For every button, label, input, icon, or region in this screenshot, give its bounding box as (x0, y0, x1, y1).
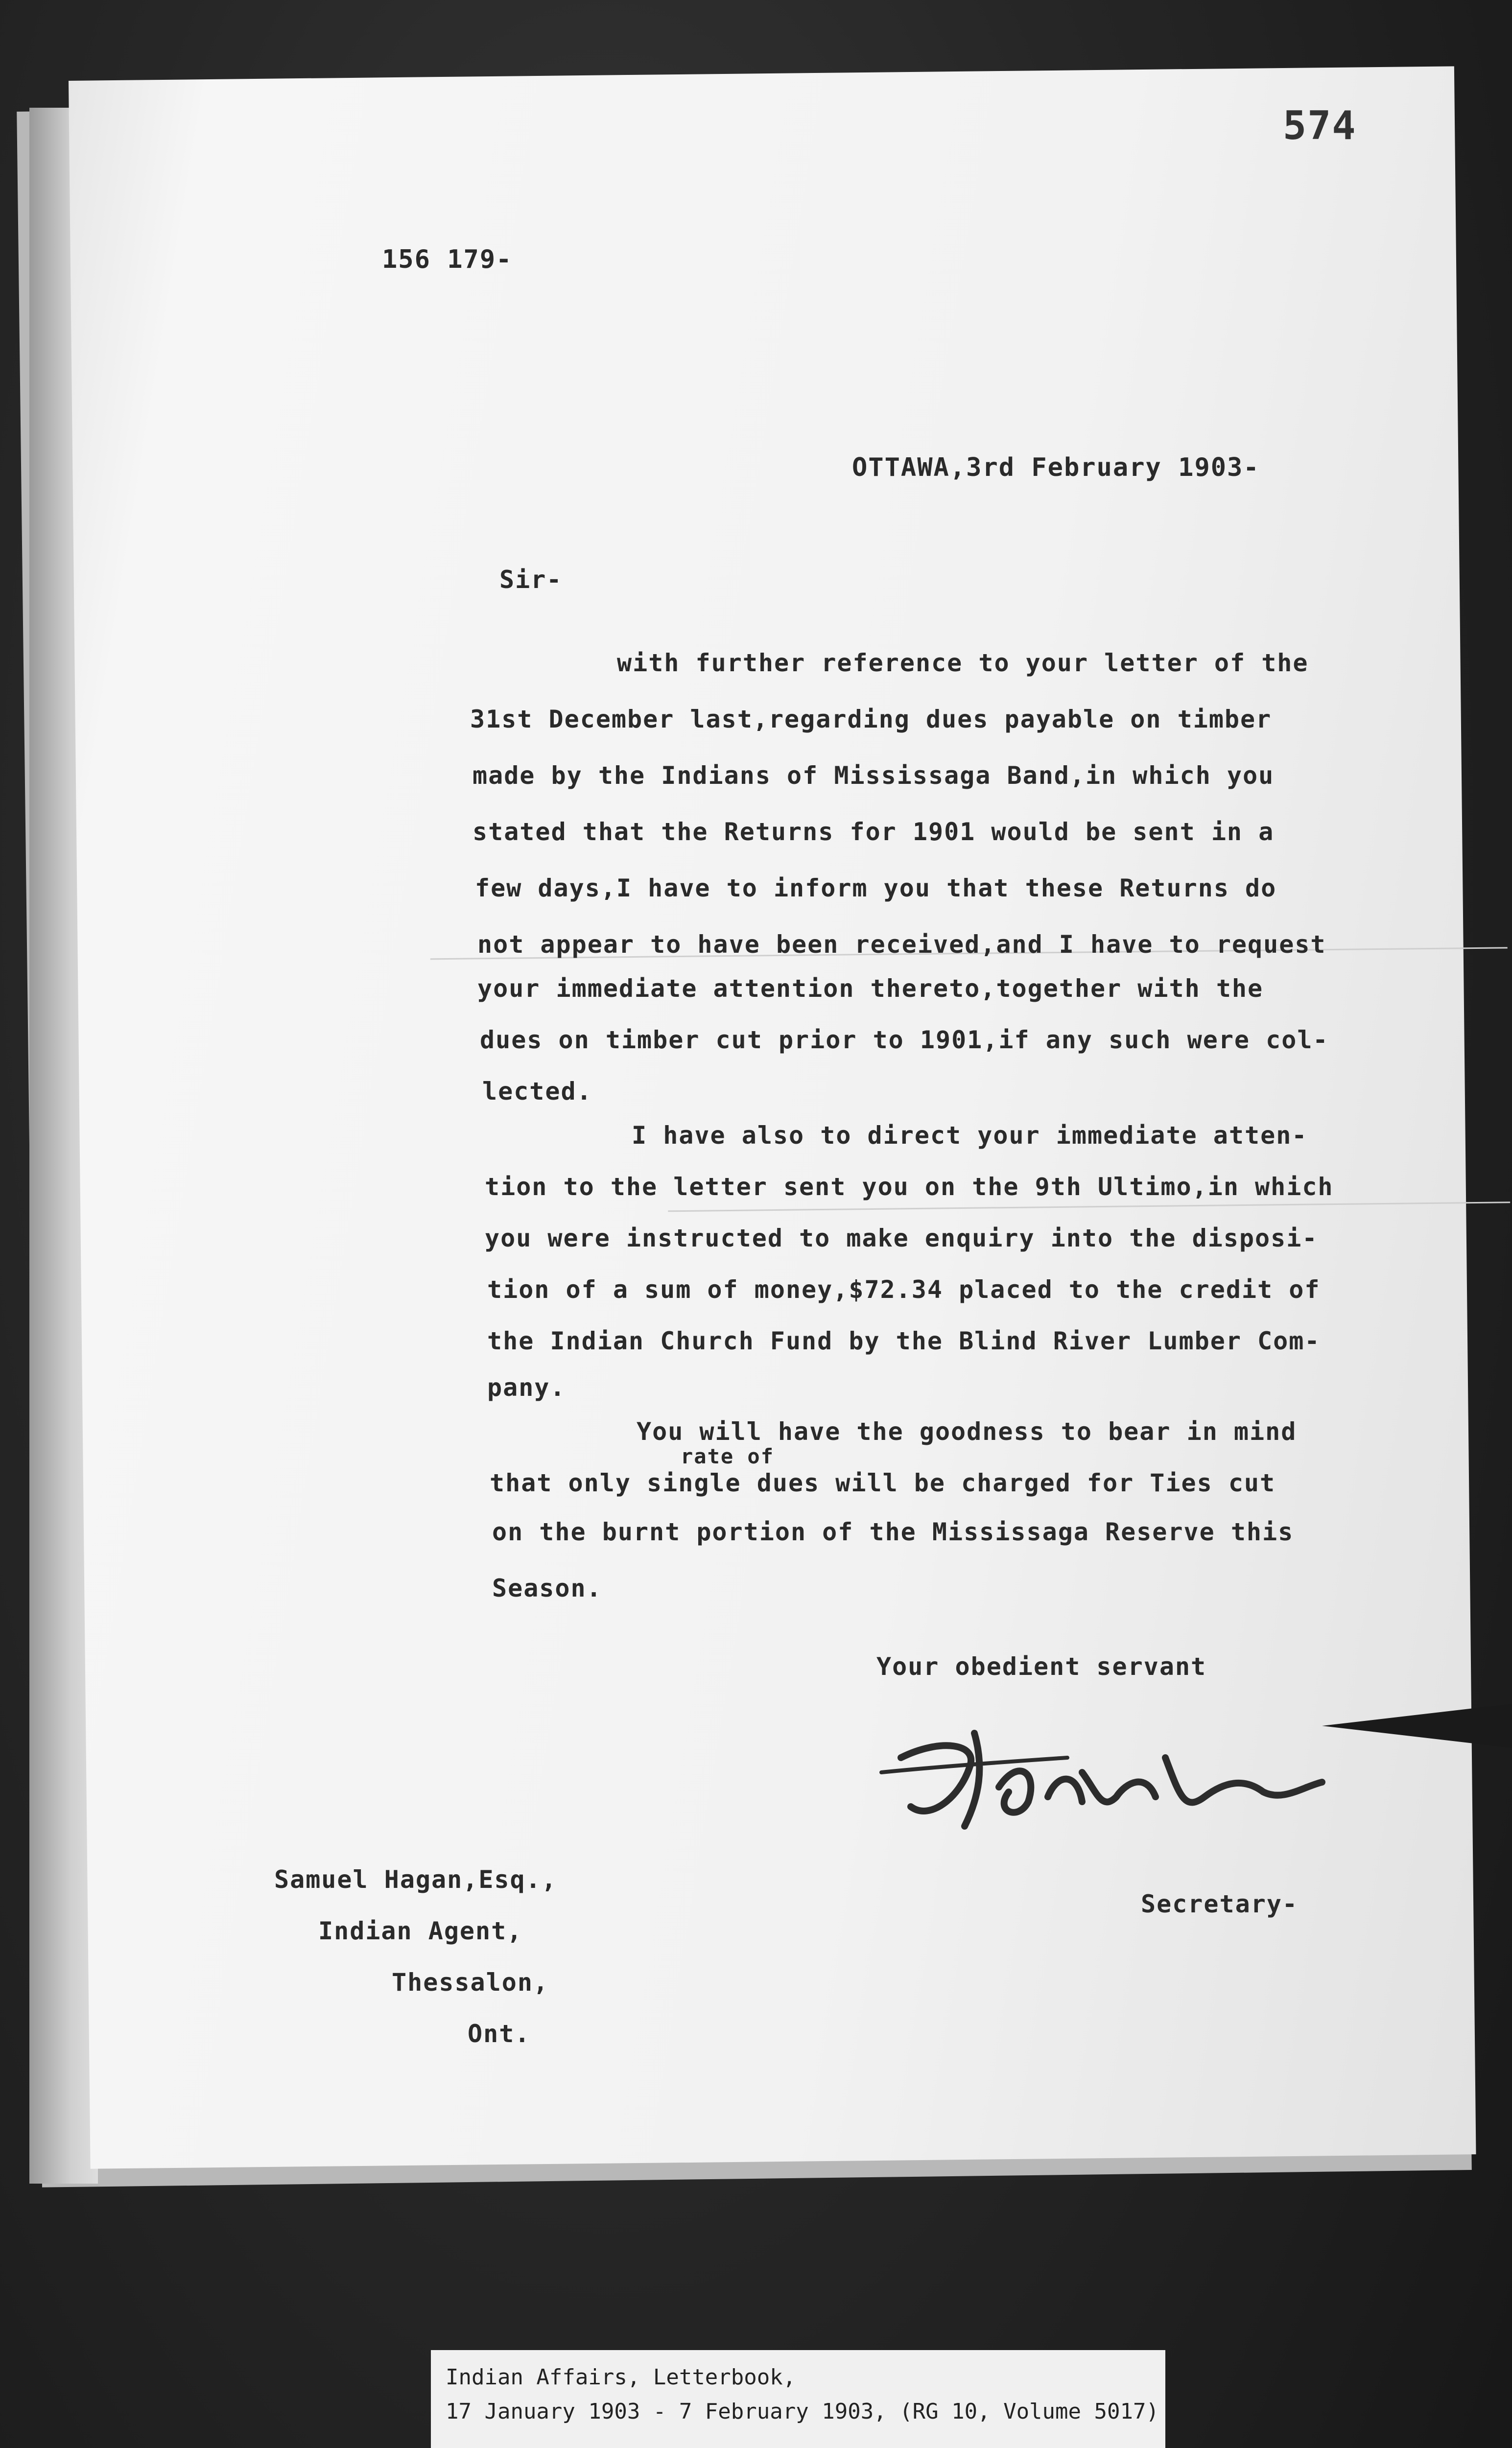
addressee-line: Samuel Hagan,Esq., (274, 1865, 557, 1894)
body-line: few days,I have to inform you that these Returns do (475, 874, 1277, 902)
letter-page (69, 66, 1476, 2168)
dateline: OTTAWA,3rd February 1903- (852, 453, 1260, 482)
signatory-title: Secretary- (1141, 1890, 1299, 1918)
addressee-line: Ont. (468, 2020, 531, 2048)
signature (872, 1699, 1337, 1846)
body-line: You will have the goodness to bear in mind (637, 1417, 1297, 1446)
archive-label (431, 2350, 1165, 2448)
body-line: on the burnt portion of the Mississaga Reserve this (492, 1518, 1294, 1546)
fold-line (668, 1201, 1510, 1212)
body-line: dues on timber cut prior to 1901,if any such were col- (480, 1026, 1329, 1054)
body-line: lected. (482, 1077, 592, 1106)
body-line: your immediate attention thereto,together with the (477, 974, 1264, 1003)
file-reference: 156 179- (382, 245, 513, 274)
salutation: Sir- (499, 565, 563, 594)
closing: Your obedient servant (876, 1652, 1207, 1681)
addressee-line: Thessalon, (392, 1968, 549, 1997)
body-line: pany. (487, 1373, 566, 1402)
body-line: tion of a sum of money,$72.34 placed to the credit of (487, 1275, 1321, 1304)
body-line: Season. (492, 1574, 602, 1602)
body-line: not appear to have been received,and I have to request (477, 930, 1326, 959)
body-line: you were instructed to make enquiry into the disposi- (485, 1224, 1318, 1252)
body-line: the Indian Church Fund by the Blind River Lumber Com- (487, 1327, 1321, 1355)
body-line: made by the Indians of Mississaga Band,in which you (472, 761, 1275, 790)
body-line: stated that the Returns for 1901 would be sent in a (472, 818, 1275, 846)
addressee-line: Indian Agent, (318, 1917, 523, 1945)
body-line: 31st December last,regarding dues payable on timber (470, 705, 1272, 733)
archive-label-line: Indian Affairs, Letterbook, (446, 2365, 796, 2390)
handwritten-insertion: rate of (681, 1444, 775, 1468)
archive-label-line: 17 January 1903 - 7 February 1903, (RG 10, Volume 5017) (446, 2399, 1159, 2424)
body-line: I have also to direct your immediate atten- (632, 1121, 1308, 1150)
body-line: that only single dues will be charged for Ties cut (490, 1469, 1276, 1497)
page-number: 574 (1283, 103, 1357, 148)
pointer-tip (1322, 1699, 1512, 1753)
body-line: with further reference to your letter of the (617, 649, 1309, 677)
body-line: tion to the letter sent you on the 9th Ultimo,in which (485, 1173, 1334, 1201)
